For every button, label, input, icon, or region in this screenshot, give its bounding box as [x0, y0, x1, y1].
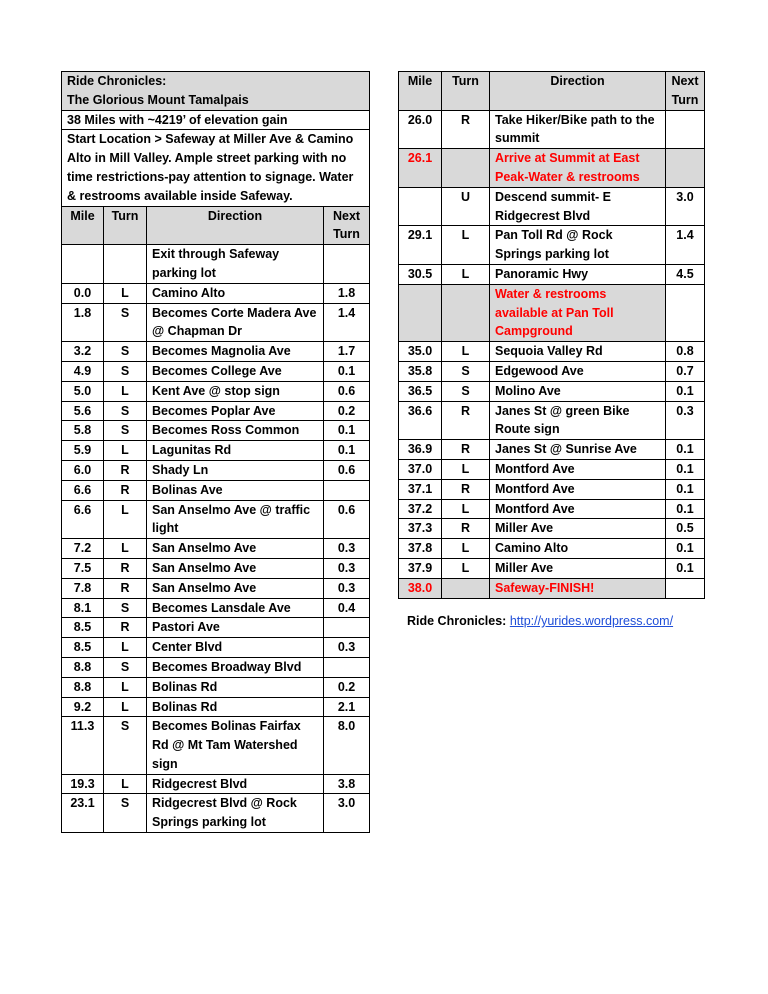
next-turn-cell [666, 110, 705, 149]
turn-cell: L [104, 500, 147, 539]
ride-distance: 38 Miles with ~4219’ of elevation gain [62, 110, 370, 130]
next-turn-cell [324, 245, 370, 284]
turn-cell: S [442, 381, 490, 401]
turn-cell: L [442, 558, 490, 578]
direction-cell: Bolinas Rd [147, 677, 324, 697]
mile-cell [62, 245, 104, 284]
table-row [399, 361, 705, 381]
table-row [62, 558, 370, 578]
direction-cell: Panoramic Hwy [490, 264, 666, 284]
turn-cell: L [442, 342, 490, 362]
turn-cell: S [104, 361, 147, 381]
direction-cell: Ridgecrest Blvd @ Rock Springs parking lot [147, 794, 324, 833]
table-row [399, 558, 705, 578]
direction-cell: Becomes Corte Madera Ave @ Chapman Dr [147, 303, 324, 342]
direction-cell: San Anselmo Ave [147, 578, 324, 598]
col-next-turn: Next Turn [666, 72, 705, 111]
next-turn-cell: 0.1 [666, 459, 705, 479]
footer-label: Ride Chronicles: [407, 614, 507, 628]
mile-cell: 1.8 [62, 303, 104, 342]
next-turn-cell: 0.3 [324, 578, 370, 598]
mile-cell: 8.1 [62, 598, 104, 618]
table-row [399, 284, 705, 341]
next-turn-cell [324, 480, 370, 500]
table-row [399, 342, 705, 362]
turn-cell: R [104, 480, 147, 500]
mile-cell: 7.5 [62, 558, 104, 578]
direction-cell: Becomes Poplar Ave [147, 401, 324, 421]
table-row [62, 618, 370, 638]
table-row [62, 303, 370, 342]
mile-cell: 5.9 [62, 441, 104, 461]
mile-cell: 8.8 [62, 677, 104, 697]
direction-cell: Becomes Lansdale Ave [147, 598, 324, 618]
mile-cell: 35.0 [399, 342, 442, 362]
table-row [62, 638, 370, 658]
next-turn-cell: 0.5 [666, 519, 705, 539]
table-row [399, 499, 705, 519]
direction-cell: Descend summit- E Ridgecrest Blvd [490, 187, 666, 226]
table-row [62, 598, 370, 618]
turn-cell: L [104, 774, 147, 794]
next-turn-cell: 0.1 [666, 558, 705, 578]
table-row [62, 539, 370, 559]
turn-cell: R [442, 401, 490, 440]
mile-cell: 9.2 [62, 697, 104, 717]
direction-cell: Pan Toll Rd @ Rock Springs parking lot [490, 226, 666, 265]
turn-cell: R [442, 479, 490, 499]
start-location: Start Location > Safeway at Miller Ave & Camino Alto in Mill Valley. Ample street parking with no time restrictions-pay attention to signage. Water & restrooms available inside Safeway. [62, 130, 370, 206]
next-turn-cell: 1.7 [324, 342, 370, 362]
direction-cell: Lagunitas Rd [147, 441, 324, 461]
direction-cell: Montford Ave [490, 499, 666, 519]
mile-cell: 3.2 [62, 342, 104, 362]
turn-cell: L [104, 638, 147, 658]
mile-cell: 6.6 [62, 500, 104, 539]
mile-cell: 37.1 [399, 479, 442, 499]
table-row [62, 245, 370, 284]
direction-cell: Camino Alto [147, 283, 324, 303]
direction-cell: Janes St @ Sunrise Ave [490, 440, 666, 460]
mile-cell: 35.8 [399, 361, 442, 381]
turn-cell: L [442, 499, 490, 519]
table-row [62, 677, 370, 697]
next-turn-cell [666, 578, 705, 598]
next-turn-cell: 0.1 [666, 479, 705, 499]
table-row [62, 401, 370, 421]
mile-cell: 38.0 [399, 578, 442, 598]
next-turn-cell: 0.1 [666, 499, 705, 519]
direction-cell: Molino Ave [490, 381, 666, 401]
table-row [62, 578, 370, 598]
mile-cell: 11.3 [62, 717, 104, 774]
direction-cell: San Anselmo Ave [147, 539, 324, 559]
next-turn-cell: 0.7 [666, 361, 705, 381]
turn-cell: S [104, 342, 147, 362]
table-row [62, 480, 370, 500]
mile-cell: 37.3 [399, 519, 442, 539]
direction-cell: Ridgecrest Blvd [147, 774, 324, 794]
mile-cell: 8.8 [62, 657, 104, 677]
direction-cell: Center Blvd [147, 638, 324, 658]
mile-cell: 8.5 [62, 618, 104, 638]
turn-cell: L [442, 459, 490, 479]
mile-cell: 37.9 [399, 558, 442, 578]
mile-cell: 26.1 [399, 149, 442, 188]
mile-cell: 29.1 [399, 226, 442, 265]
turn-cell: R [104, 618, 147, 638]
mile-cell: 7.8 [62, 578, 104, 598]
col-turn: Turn [104, 206, 147, 245]
col-mile: Mile [62, 206, 104, 245]
mile-cell: 26.0 [399, 110, 442, 149]
table-row [399, 149, 705, 188]
mile-cell: 5.0 [62, 381, 104, 401]
table-row [62, 421, 370, 441]
mile-cell: 6.0 [62, 460, 104, 480]
mile-cell: 37.8 [399, 539, 442, 559]
next-turn-cell: 0.1 [666, 539, 705, 559]
table-row [62, 283, 370, 303]
direction-cell: Camino Alto [490, 539, 666, 559]
turn-cell: S [104, 421, 147, 441]
table-row [62, 381, 370, 401]
mile-cell: 30.5 [399, 264, 442, 284]
right-header-row [399, 72, 705, 111]
next-turn-cell: 2.1 [324, 697, 370, 717]
mile-cell [399, 284, 442, 341]
direction-cell: Pastori Ave [147, 618, 324, 638]
turn-cell: L [104, 677, 147, 697]
table-row [62, 717, 370, 774]
direction-cell: Take Hiker/Bike path to the summit [490, 110, 666, 149]
mile-cell [399, 187, 442, 226]
direction-cell: Bolinas Ave [147, 480, 324, 500]
turn-cell: R [442, 110, 490, 149]
next-turn-cell: 0.6 [324, 381, 370, 401]
footer [407, 614, 673, 628]
right-cue-table [398, 71, 705, 599]
direction-cell: Bolinas Rd [147, 697, 324, 717]
table-row [399, 459, 705, 479]
turn-cell: R [104, 460, 147, 480]
direction-cell: Water & restrooms available at Pan Toll Campground [490, 284, 666, 341]
table-row [399, 578, 705, 598]
col-turn: Turn [442, 72, 490, 111]
direction-cell: San Anselmo Ave @ traffic light [147, 500, 324, 539]
mile-cell: 23.1 [62, 794, 104, 833]
turn-cell: L [442, 539, 490, 559]
next-turn-cell: 0.4 [324, 598, 370, 618]
table-row [399, 187, 705, 226]
turn-cell: L [104, 381, 147, 401]
table-row [399, 110, 705, 149]
mile-cell: 4.9 [62, 361, 104, 381]
ride-title: Ride Chronicles: The Glorious Mount Tamalpais [62, 72, 370, 111]
mile-cell: 37.2 [399, 499, 442, 519]
next-turn-cell: 0.2 [324, 401, 370, 421]
left-header-row [62, 206, 370, 245]
turn-cell: S [104, 598, 147, 618]
next-turn-cell: 4.5 [666, 264, 705, 284]
col-direction: Direction [490, 72, 666, 111]
table-row [62, 774, 370, 794]
turn-cell: L [104, 441, 147, 461]
direction-cell: Arrive at Summit at East Peak-Water & restrooms [490, 149, 666, 188]
direction-cell: Janes St @ green Bike Route sign [490, 401, 666, 440]
mile-cell: 6.6 [62, 480, 104, 500]
table-row [399, 519, 705, 539]
next-turn-cell: 3.8 [324, 774, 370, 794]
direction-cell: Becomes College Ave [147, 361, 324, 381]
blog-link[interactable]: http://yurides.wordpress.com/ [509, 614, 674, 628]
turn-cell: R [104, 558, 147, 578]
turn-cell: R [104, 578, 147, 598]
turn-cell [442, 578, 490, 598]
direction-cell: Montford Ave [490, 479, 666, 499]
direction-cell: Montford Ave [490, 459, 666, 479]
next-turn-cell [666, 149, 705, 188]
table-row [399, 539, 705, 559]
direction-cell: Becomes Bolinas Fairfax Rd @ Mt Tam Watershed sign [147, 717, 324, 774]
next-turn-cell [324, 657, 370, 677]
col-direction: Direction [147, 206, 324, 245]
next-turn-cell: 0.1 [666, 381, 705, 401]
turn-cell: L [442, 264, 490, 284]
table-row [62, 361, 370, 381]
direction-cell: Miller Ave [490, 558, 666, 578]
next-turn-cell: 3.0 [324, 794, 370, 833]
mile-cell: 36.9 [399, 440, 442, 460]
turn-cell: R [442, 519, 490, 539]
direction-cell: San Anselmo Ave [147, 558, 324, 578]
next-turn-cell: 0.1 [324, 361, 370, 381]
mile-cell: 5.6 [62, 401, 104, 421]
direction-cell: Safeway-FINISH! [490, 578, 666, 598]
turn-cell: S [104, 717, 147, 774]
next-turn-cell: 0.8 [666, 342, 705, 362]
direction-cell: Sequoia Valley Rd [490, 342, 666, 362]
turn-cell: L [104, 697, 147, 717]
direction-cell: Becomes Ross Common [147, 421, 324, 441]
next-turn-cell [666, 284, 705, 341]
direction-cell: Kent Ave @ stop sign [147, 381, 324, 401]
direction-cell: Becomes Broadway Blvd [147, 657, 324, 677]
col-next-turn: Next Turn [324, 206, 370, 245]
direction-cell: Becomes Magnolia Ave [147, 342, 324, 362]
next-turn-cell: 0.3 [324, 638, 370, 658]
mile-cell: 8.5 [62, 638, 104, 658]
next-turn-cell: 0.3 [666, 401, 705, 440]
table-row [62, 460, 370, 480]
table-row [62, 500, 370, 539]
next-turn-cell: 0.3 [324, 539, 370, 559]
next-turn-cell: 0.6 [324, 460, 370, 480]
next-turn-cell: 8.0 [324, 717, 370, 774]
turn-cell: S [104, 794, 147, 833]
turn-cell [442, 284, 490, 341]
turn-cell [104, 245, 147, 284]
table-row [62, 657, 370, 677]
table-row [62, 794, 370, 833]
mile-cell: 0.0 [62, 283, 104, 303]
direction-cell: Exit through Safeway parking lot [147, 245, 324, 284]
turn-cell: L [442, 226, 490, 265]
next-turn-cell: 1.4 [324, 303, 370, 342]
table-row [399, 479, 705, 499]
next-turn-cell: 0.2 [324, 677, 370, 697]
mile-cell: 7.2 [62, 539, 104, 559]
next-turn-cell: 1.8 [324, 283, 370, 303]
mile-cell: 36.5 [399, 381, 442, 401]
turn-cell: S [104, 303, 147, 342]
table-row [62, 697, 370, 717]
direction-cell: Edgewood Ave [490, 361, 666, 381]
table-row [399, 226, 705, 265]
turn-cell: L [104, 283, 147, 303]
next-turn-cell [324, 618, 370, 638]
next-turn-cell: 0.6 [324, 500, 370, 539]
turn-cell: U [442, 187, 490, 226]
turn-cell: R [442, 440, 490, 460]
direction-cell: Miller Ave [490, 519, 666, 539]
next-turn-cell: 0.3 [324, 558, 370, 578]
turn-cell: S [104, 657, 147, 677]
turn-cell: S [104, 401, 147, 421]
table-row [399, 440, 705, 460]
col-mile: Mile [399, 72, 442, 111]
direction-cell: Shady Ln [147, 460, 324, 480]
next-turn-cell: 0.1 [666, 440, 705, 460]
table-row [62, 441, 370, 461]
table-row [399, 401, 705, 440]
turn-cell: L [104, 539, 147, 559]
table-row [399, 381, 705, 401]
table-row [399, 264, 705, 284]
mile-cell: 19.3 [62, 774, 104, 794]
next-turn-cell: 3.0 [666, 187, 705, 226]
next-turn-cell: 1.4 [666, 226, 705, 265]
turn-cell: S [442, 361, 490, 381]
turn-cell [442, 149, 490, 188]
mile-cell: 5.8 [62, 421, 104, 441]
mile-cell: 36.6 [399, 401, 442, 440]
next-turn-cell: 0.1 [324, 421, 370, 441]
table-row [62, 342, 370, 362]
mile-cell: 37.0 [399, 459, 442, 479]
left-cue-table [61, 71, 370, 833]
next-turn-cell: 0.1 [324, 441, 370, 461]
